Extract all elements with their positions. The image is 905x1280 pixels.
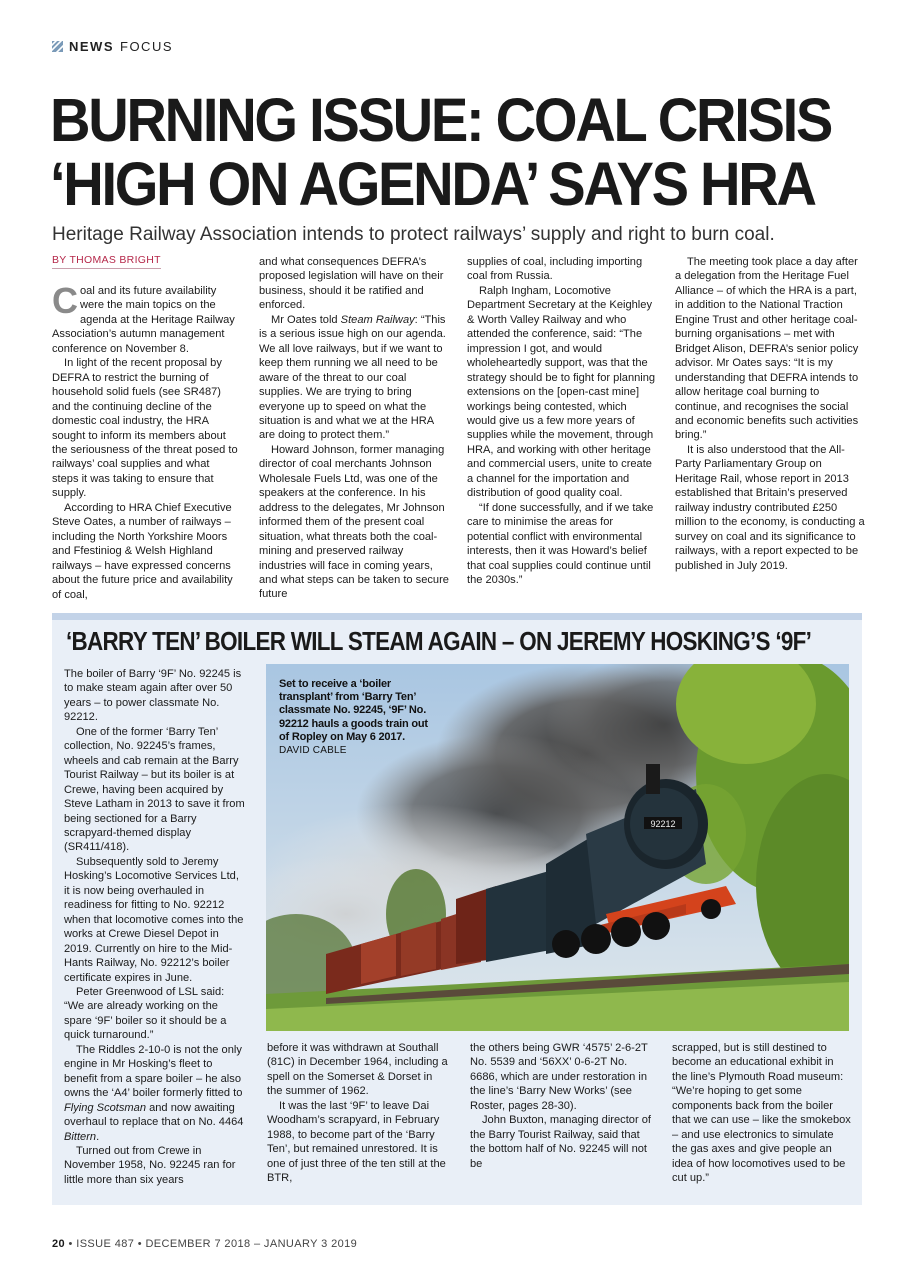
section-subname: FOCUS bbox=[120, 39, 173, 54]
footer-separator: • bbox=[137, 1238, 146, 1250]
article-paragraph: It is also understood that the All-Party Parliamentary Group on Heritage Rail, whose report in 2013 established that Britain’s preserved railway industry contributed £250 million to the economy, is conducting a survey on coal and its significance to railways, with a report expected to be published in July 2019. bbox=[675, 443, 865, 572]
box-paragraph: Subsequently sold to Jeremy Hosking’s Locomotive Services Ltd, it is now being overhauled in readiness for fitting to No. 92212 when that locomotive comes into the works at Crewe Diesel Depot in 2019. Currently on hire to the Mid-Hants Railway, No. 92212’s boiler certificate expires in June. bbox=[64, 855, 244, 984]
article-paragraph: supplies of coal, including importing coal from Russia. bbox=[467, 256, 643, 283]
box-paragraph: John Buxton, managing director of the Barry Tourist Railway, said that the bottom half of No. 92245 will not be bbox=[470, 1114, 651, 1170]
article-column-2 bbox=[259, 255, 449, 602]
box-column-2 bbox=[267, 1041, 449, 1186]
box-column-3 bbox=[470, 1041, 652, 1171]
diagonal-stripes-icon bbox=[52, 41, 63, 52]
box-paragraph: It was the last ‘9F’ to leave Dai Woodham’s scrapyard, in February 1988, to become part of the ‘Barry Ten’, but remained unrestored. It is one of just three of the ten still at the BTR, bbox=[267, 1099, 446, 1185]
article-column-3 bbox=[467, 255, 657, 587]
box-headline: ‘BARRY TEN’ BOILER WILL STEAM AGAIN – ON JEREMY HOSKING’S ‘9F’ bbox=[66, 628, 812, 656]
box-column-1 bbox=[64, 667, 246, 1187]
page-title bbox=[50, 86, 832, 218]
article-paragraph: In light of the recent proposal by DEFRA to restrict the burning of household solid fuels (see SR487) and the continuing decline of the domestic coal industry, the HRA sought to inform its members about the seriousness of the threat posed to railways’ coal supplies and what steps it was taking to ensure that supply. bbox=[52, 357, 238, 500]
article-paragraph: According to HRA Chief Executive Steve Oates, a number of railways – including the North Yorkshire Moors and Ffestiniog & Welsh Highland railways – have expressed concerns about the future price and availability of coal, bbox=[52, 501, 233, 601]
article-paragraph: Howard Johnson, former managing director of coal merchants Johnson Wholesale Fuels Ltd, was one of the speakers at the conference. In his address to the delegates, Mr Johnson informed them of the present coal situation, what threats both the coal-mining and preserved railway industries will face in coming years, and what steps can be taken to secure future bbox=[259, 443, 449, 601]
article-paragraph: and what consequences DEFRA’s proposed legislation will have on their business, should it be ratified and enforced. bbox=[259, 256, 444, 312]
photo-credit: DAVID CABLE bbox=[279, 745, 347, 757]
issue-dates: DECEMBER 7 2018 – JANUARY 3 2019 bbox=[145, 1238, 358, 1250]
box-paragraph: the others being GWR ‘4575’ 2-6-2T No. 5539 and ‘56XX’ 0-6-2T No. 6686, which are under restoration in the line’s ‘Barry New Works’ (see Roster, pages 28-30). bbox=[470, 1042, 648, 1112]
issue-number: ISSUE 487 bbox=[76, 1238, 135, 1250]
box-column-4 bbox=[672, 1041, 852, 1186]
byline: BY THOMAS BRIGHT bbox=[52, 254, 161, 269]
article-column-4 bbox=[675, 255, 865, 573]
loco-number: 92212 bbox=[650, 819, 676, 829]
headline-line-2: ‘HIGH ON AGENDA’ SAYS HRA bbox=[50, 150, 815, 218]
headline-line-1: BURNING ISSUE: COAL CRISIS bbox=[50, 86, 832, 154]
standfirst: Heritage Railway Association intends to protect railways’ supply and right to burn coal. bbox=[52, 224, 775, 245]
caption-text: Set to receive a ‘boiler transplant’ from ‘Barry Ten’ classmate No. 92245, ‘9F’ No. 92212 hauls a goods train out of Ropley on May 6 2017. bbox=[279, 678, 428, 743]
box-paragraph: before it was withdrawn at Southall (81C) in December 1964, including a spell on the Somerset & Dorset in the summer of 1962. bbox=[267, 1042, 448, 1098]
footer-separator: • bbox=[68, 1238, 77, 1250]
section-name: NEWS bbox=[69, 39, 114, 54]
article-paragraph: “If done successfully, and if we take care to minimise the areas for potential conflict with environmental interests, then it was Howard’s belief that coal supplies could continue until the 2030s.” bbox=[467, 501, 654, 586]
photo-caption bbox=[279, 678, 429, 757]
box-paragraph: The boiler of Barry ‘9F’ No. 92245 is to make steam again after over 50 years – to power classmate No. 92212. bbox=[64, 668, 242, 724]
page-number: 20 bbox=[52, 1238, 66, 1250]
box-paragraph: scrapped, but is still destined to become an educational exhibit in the line’s Plymouth Road museum: “We’re hoping to get some components back from the boiler that we can use – like the smokebox – and use electronics to simulate the gas axes and give people an idea of how locomotives used to be cut up.” bbox=[672, 1042, 851, 1185]
article-paragraph: The meeting took place a day after a delegation from the Heritage Fuel Alliance – of which the HRA is a part, in addition to the National Traction Engine Trust and other heritage coal-burning organisations – met with Bridget Alison, DEFRA’s senior policy advisor. Mr Oates says: “It is my understanding that DEFRA intends to allow heritage coal burning to continue, and recognises the social and economic benefits such activities bring.” bbox=[675, 256, 859, 442]
section-tag bbox=[52, 39, 173, 54]
box-paragraph: One of the former ‘Barry Ten’ collection, No. 92245’s frames, wheels and cab remain at the Barry Tourist Railway – but its boiler is at Crewe, having been acquired by Steve Latham in 2013 to save it from being sectioned for a Barry scrapyard-themed display (SR411/418). bbox=[64, 725, 245, 854]
page-footer bbox=[52, 1238, 357, 1250]
article-paragraph: Ralph Ingham, Locomotive Department Secretary at the Keighley & Worth Valley Railway and who attended the conference, said: “The impression I got, and would wholeheartedly support, was that the strategy should be to fight for planning extensions on the [open-cast mine] workings being contested, which would give us a few more years of supplies while the movement, through HRA, and working with other heritage and commercial users, unite to create a channel for the importation and distribution of good quality coal. bbox=[467, 284, 656, 500]
article-paragraph: Coal and its future availability were the main topics on the agenda at the Heritage Railway Association’s autumn management conference on November 8. bbox=[52, 280, 235, 355]
drop-cap: C bbox=[52, 280, 78, 321]
box-paragraph: The Riddles 2-10-0 is not the only engine in Mr Hosking’s fleet to benefit from a spare boiler – he also owns the ‘A4’ boiler formerly fitted to Flying Scotsman and now awaiting overhaul to replace that on No. 4464 Bittern. bbox=[64, 1043, 244, 1143]
box-paragraph: Peter Greenwood of LSL said: “We are already working on the spare ‘9F’ boiler so it should be a quick turnaround.” bbox=[64, 985, 227, 1042]
article-column-1 bbox=[52, 280, 238, 602]
article-paragraph: Mr Oates told Steam Railway: “This is a serious issue high on our agenda. We all love railways, but if we want to keep them running we all need to be aware of the threat to our coal supplies. We are trying to bring everyone up to speed on what the situation is and what we at the HRA are doing to protect them.” bbox=[259, 313, 446, 442]
box-paragraph: Turned out from Crewe in November 1958, No. 92245 ran for little more than six years bbox=[64, 1144, 236, 1186]
